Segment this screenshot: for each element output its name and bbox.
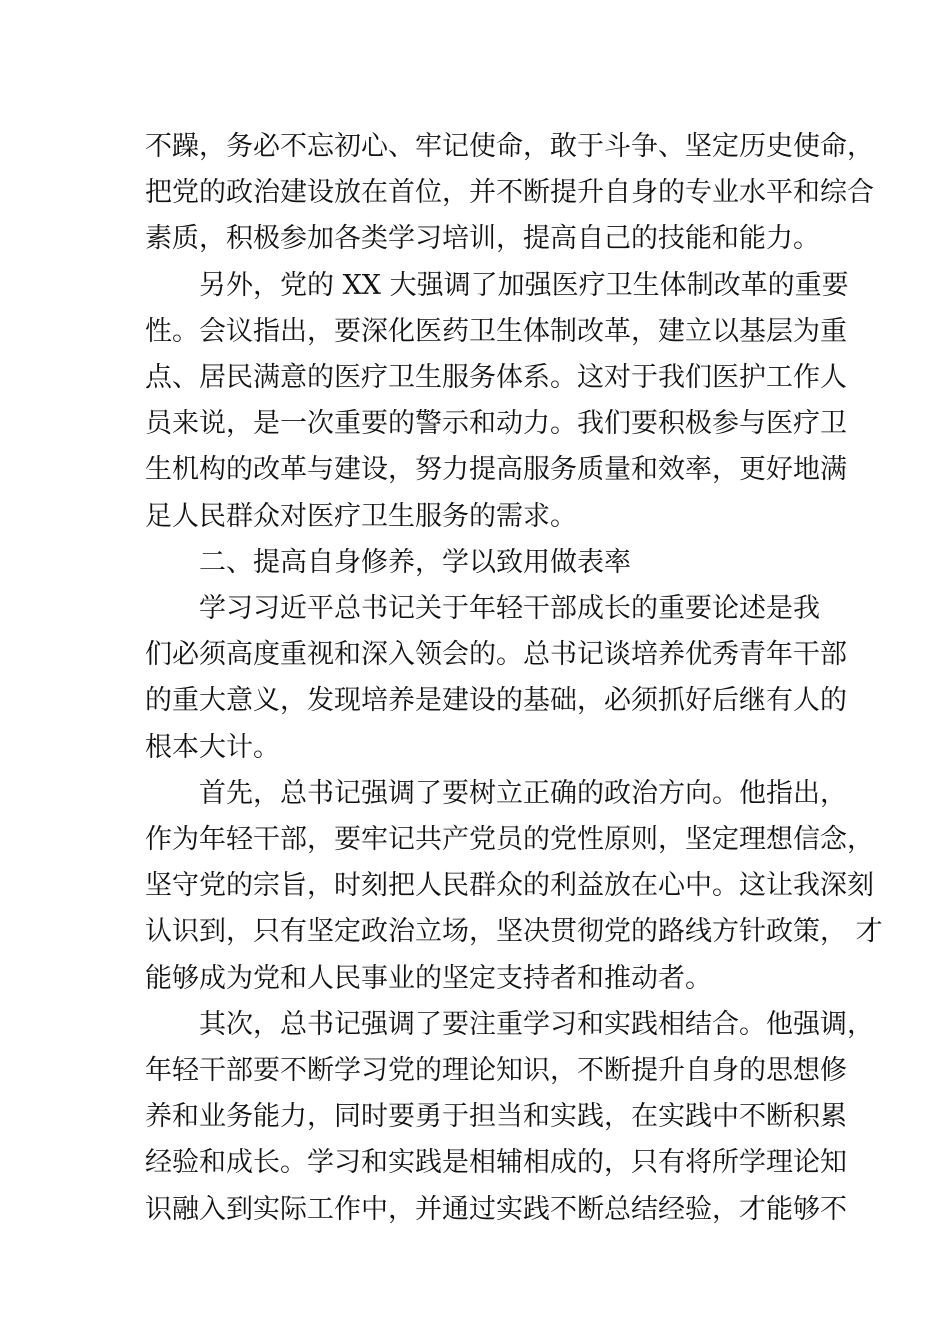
text-line: 把党的政治建设放在首位，并不断提升自身的专业水平和综合: [145, 177, 874, 209]
text-line: 们必须高度重视和深入领会的。总书记谈培养优秀青年干部: [145, 639, 847, 671]
text-line: 能够成为党和人民事业的坚定支持者和推动者。: [145, 962, 712, 994]
text-line: 点、居民满意的医疗卫生服务体系。这对于我们医护工作人: [145, 362, 847, 394]
text-line: 年轻干部要不断学习党的理论知识，不断提升自身的思想修: [145, 1055, 847, 1087]
text-line: 其次，总书记强调了要注重学习和实践相结合。他强调，: [199, 1008, 874, 1040]
paragraph-1: [145, 124, 874, 263]
paragraph-4: [145, 771, 883, 1002]
text-line: 经验和成长。学习和实践是相辅相成的，只有将所学理论知: [145, 1147, 847, 1179]
text-line: 素质，积极参加各类学习培训，提高自己的技能和能力。: [145, 223, 820, 255]
text-line: 坚守党的宗旨，时刻把人民群众的利益放在心中。这让我深刻: [145, 870, 874, 902]
text-line: 识融入到实际工作中，并通过实践不断总结经验，才能够不: [145, 1193, 847, 1225]
text-line: 另外，党的 XX 大强调了加强医疗卫生体制改革的重要: [199, 269, 849, 301]
text-line: 作为年轻干部，要牢记共产党员的党性原则，坚定理想信念，: [145, 824, 874, 856]
text-line: 认识到，只有坚定政治立场，坚决贯彻党的路线方针政策， 才: [145, 916, 883, 948]
text-line: 不躁，务必不忘初心、牢记使命，敢于斗争、坚定历史使命，: [145, 131, 874, 162]
section-heading: [145, 540, 810, 586]
text-line: 的重大意义，发现培养是建设的基础，必须抓好后继有人的: [145, 685, 847, 717]
paragraph-2: [145, 263, 849, 540]
text-line: 首先，总书记强调了要树立正确的政治方向。他指出，: [199, 777, 847, 809]
paragraph-5: [145, 1002, 874, 1233]
heading-line: 二、提高自身修养，学以致用做表率: [199, 546, 631, 578]
text-line: 员来说，是一次重要的警示和动力。我们要积极参与医疗卫: [145, 408, 847, 440]
text-line: 性。会议指出，要深化医药卫生体制改革，建立以基层为重: [145, 315, 847, 347]
text-line: 养和业务能力，同时要勇于担当和实践，在实践中不断积累: [145, 1101, 847, 1133]
text-line: 足人民群众对医疗卫生服务的需求。: [145, 500, 577, 532]
text-line: 根本大计。: [145, 731, 280, 763]
text-line: 生机构的改革与建设，努力提高服务质量和效率，更好地满: [145, 454, 847, 486]
text-line: 学习习近平总书记关于年轻干部成长的重要论述是我: [199, 593, 820, 625]
document-body: [145, 124, 883, 1233]
paragraph-3: [145, 586, 847, 771]
